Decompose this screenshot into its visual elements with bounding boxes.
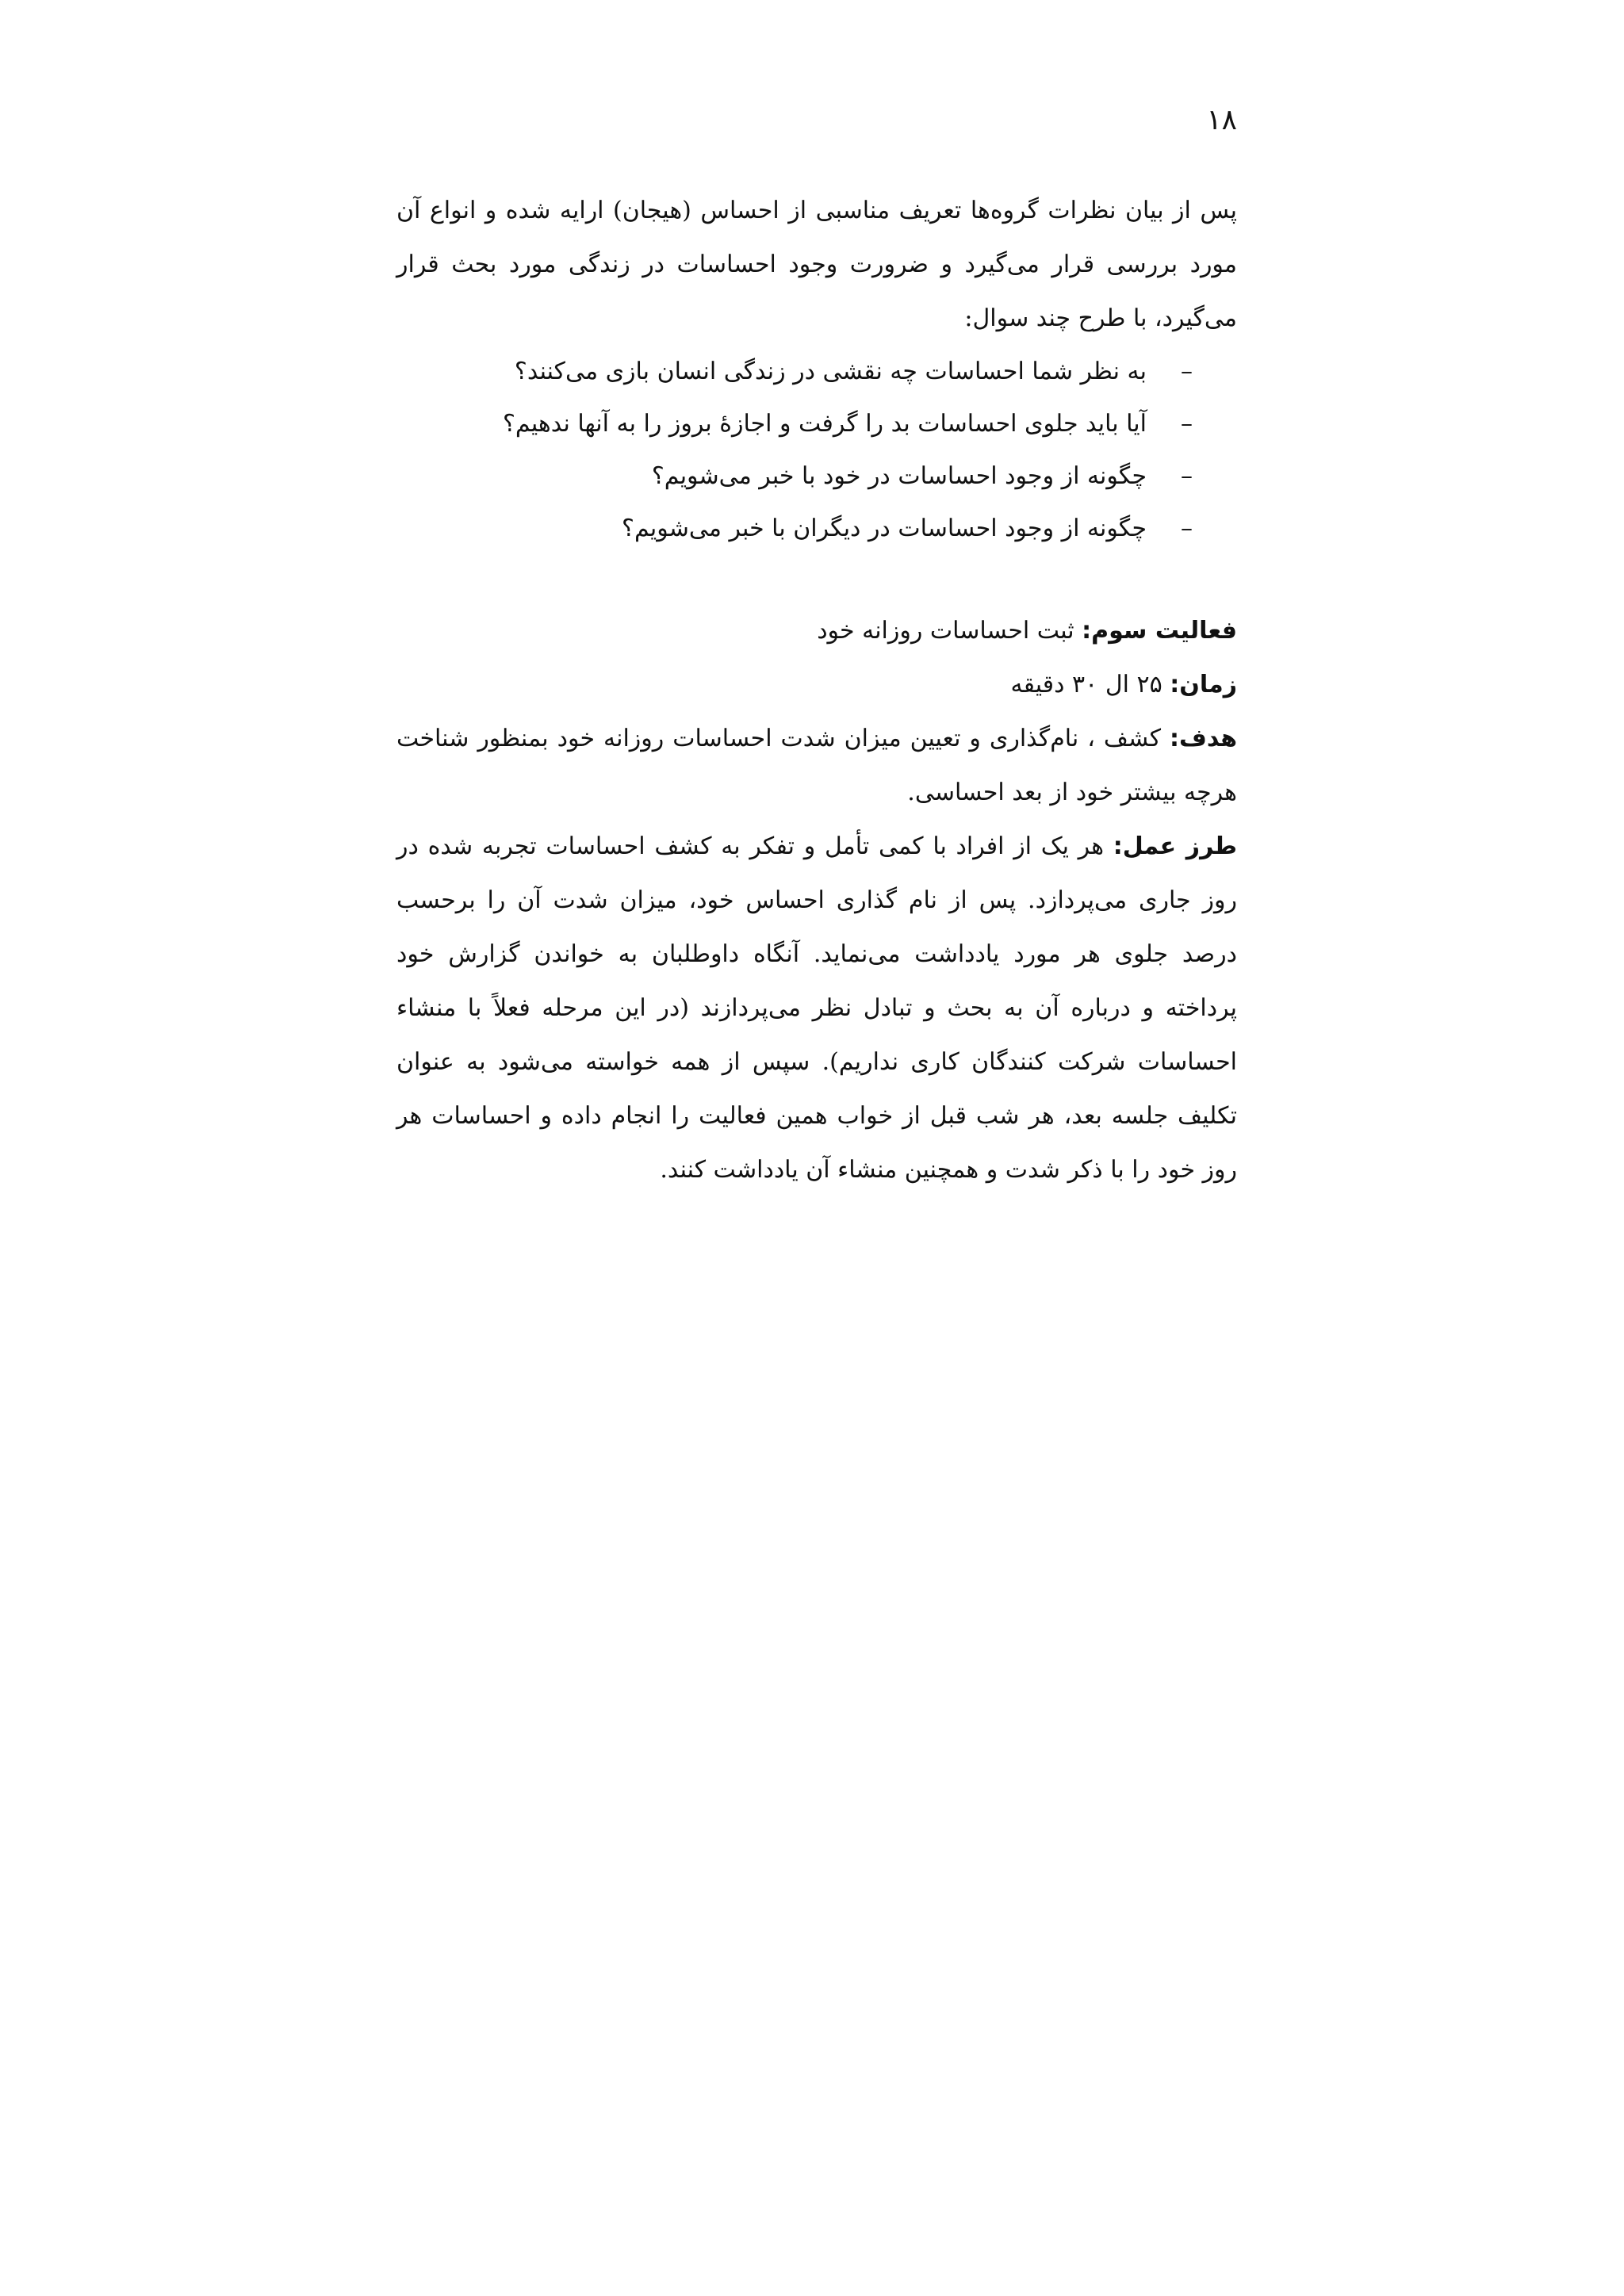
dash-bullet: – [1181, 358, 1193, 385]
activity-goal [396, 712, 1237, 820]
activity-title-label: فعالیت سوم: [1082, 617, 1237, 645]
activity-method-text: هر یک از افراد با کمی تأمل و تفکر به کشف احساسات تجربه شده در روز جاری می‌پردازد. پس از نام گذاری احساس خود، میزان شدت آن را برحسب درصد جلوی هر مورد یادداشت می‌نماید. آنگاه داوطلبان به خواندن گزارش خود پرداخته و درباره آن به بحث و تبادل نظر می‌پردازند (در این مرحله فعلاً با منشاء احساسات شرکت کنندگان کاری نداریم). سپس از همه خواسته می‌شود به عنوان تکلیف جلسه بعد، هر شب قبل از خواب همین فعالیت را انجام داده و احساسات هر روز خود را با ذکر شدت و همچنین منشاء آن یادداشت کنند. [396, 832, 1238, 1184]
activity-time-label: زمان: [1170, 671, 1237, 698]
activity-goal-text: کشف ، نام‌گذاری و تعیین میزان شدت احساسات روزانه خود بمنظور شناخت هرچه بیشتر خود از بعد احساسی. [396, 725, 1237, 806]
dash-bullet: – [1181, 410, 1193, 438]
list-item [396, 398, 1193, 450]
activity-time [396, 658, 1237, 712]
dash-bullet: – [1181, 515, 1193, 542]
dash-bullet: – [1181, 462, 1193, 490]
activity-method [396, 820, 1237, 1197]
question-text: آیا باید جلوی احساسات بد را گرفت و اجازهٔ بروز را به آنها ندهیم؟ [502, 410, 1147, 438]
activity-title [396, 604, 1237, 658]
list-item [396, 503, 1193, 555]
page-content [396, 184, 1237, 1197]
activity-method-label: طرز عمل: [1113, 832, 1237, 860]
question-text: چگونه از وجود احساسات در دیگران با خبر می‌شویم؟ [622, 515, 1147, 542]
activity-title-text: ثبت احساسات روزانه خود [817, 617, 1082, 645]
page-number: ۱۸ [1206, 104, 1237, 136]
question-text: به نظر شما احساسات چه نقشی در زندگی انسان بازی می‌کنند؟ [514, 358, 1147, 385]
question-text: چگونه از وجود احساسات در خود با خبر می‌شویم؟ [651, 462, 1147, 490]
list-item [396, 450, 1193, 503]
list-item [396, 346, 1193, 398]
intro-paragraph: پس از بیان نظرات گروه‌ها تعریف مناسبی از احساس (هیجان) ارایه شده و انواع آن مورد بررسی قرار می‌گیرد و ضرورت وجود احساسات در زندگی مورد بحث قرار می‌گیرد، با طرح چند سوال: [396, 197, 1237, 332]
activity-goal-label: هدف: [1170, 725, 1237, 752]
section-divider-space [396, 555, 1237, 604]
question-list [396, 346, 1237, 555]
activity-time-text: ۲۵ ال ۳۰ دقیقه [1010, 671, 1170, 698]
